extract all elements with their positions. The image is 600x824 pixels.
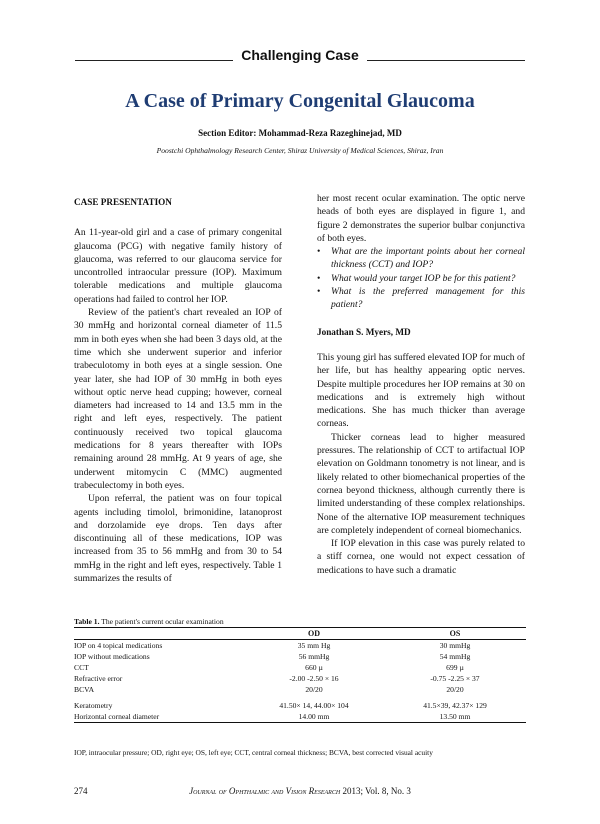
paragraph: If IOP elevation in this case was purely related to a stiff cornea, one would not expect cessation of medications to have such a dramatic — [317, 538, 525, 576]
spacer — [317, 312, 525, 326]
row-label: BCVA — [74, 685, 95, 695]
paragraph: Review of the patient's chart revealed an IOP of 30 mmHg and horizontal corneal diameter of 11.5 mm in both eyes when she had been 3 days old, at the time which she underwent superior and inferior trabeculotomy in both eyes at a single session. One year later, she had IOP of 30 mmHg in both eyes without optic nerve head cupping; however, corneal diameters had increased to 14 and 13.5 mm in the right and left eyes, respectively. The patient continuously received two topical glaucoma medications for 8 years thereafter with IOPs remaining around 28 mmHg. At 9 years of age, she underwent mitomycin C (MMC) augmented trabeculectomy in both eyes. — [74, 307, 282, 491]
table-row — [74, 685, 526, 696]
question-item: • What is the preferred management for this patient? — [317, 285, 525, 312]
table-footnote: IOP, intraocular pressure; OD, right eye; OS, left eye; CCT, central corneal thickness; BCVA, best corrected visual acuity — [74, 748, 433, 757]
questions-list — [317, 245, 525, 311]
table-row — [74, 651, 526, 662]
od-value: 14.00 mm — [244, 711, 384, 723]
os-value: 699 µ — [446, 662, 464, 672]
row-label: IOP without medications — [74, 651, 150, 661]
paragraph: Thicker corneas lead to higher measured pressures. The relationship of CCT to artifactual IOP elevation on Goldmann tonometry is not linear, and is likely related to other biomechanical properties of the cornea beyond thickness, although currently there is limited understanding of these complex relationships. None of the alternative IOP measurement techniques are completely independent of corneal biomechanics. — [317, 431, 525, 536]
row-label: CCT — [74, 662, 89, 672]
paragraph: This young girl has suffered elevated IOP for much of her life, but has healthy appearing optic nerves. Despite multiple procedures her IOP remains at 30 on medications and is extremely high without medications. She has much thicker than average corneas. — [317, 351, 525, 430]
table-row — [74, 700, 526, 711]
right-column — [317, 192, 525, 577]
os-value: 20/20 — [446, 685, 464, 695]
case-presentation-heading: CASE PRESENTATION — [74, 197, 172, 207]
journal-issue: 2013; Vol. 8, No. 3 — [340, 786, 411, 796]
od-value: 660 µ — [305, 662, 323, 672]
paragraph: her most recent ocular examination. The optic nerve heads of both eyes are displayed in figure 1, and figure 2 demonstrates the superior bulbar conjunctiva of both eyes. — [317, 193, 525, 244]
table-caption-label: Table 1. — [74, 617, 100, 626]
exam-table — [74, 627, 526, 723]
os-value: 41.5×39, 42.37× 129 — [423, 700, 487, 710]
section-label — [0, 47, 600, 65]
table-caption — [74, 617, 224, 626]
row-label: IOP on 4 topical medications — [74, 640, 163, 650]
os-value: 54 mmHg — [439, 651, 471, 661]
table-row — [74, 674, 526, 685]
od-value: 56 mmHg — [298, 651, 330, 661]
table-row — [74, 711, 526, 723]
section-editor: Section Editor: Mohammad-Reza Razeghinejad, MD — [198, 128, 402, 138]
article-title: A Case of Primary Congenital Glaucoma — [125, 90, 475, 112]
os-value: 13.50 mm — [384, 711, 526, 723]
question-item: • What would your target IOP be for this patient? — [317, 272, 525, 285]
section-label-text: Challenging Case — [233, 47, 366, 63]
left-column — [74, 196, 282, 585]
table-row — [74, 640, 526, 652]
paragraph: An 11-year-old girl and a case of primary congenital glaucoma (PCG) with negative family history of glaucoma, was referred to our glaucoma service for uncontrolled intraocular pressure (IOP). Maximum tolerable medications and multiple glaucoma operations had failed to control her IOP. — [74, 227, 282, 305]
affiliation: Poostchi Ophthalmology Research Center, Shiraz University of Medical Sciences, Shiraz, Iran — [156, 146, 444, 155]
table-header-os: OS — [384, 628, 526, 640]
row-label: Keratometry — [74, 700, 113, 710]
journal-citation — [0, 786, 600, 796]
table-header-row — [74, 628, 526, 640]
row-label: Horizontal corneal diameter — [74, 711, 244, 723]
od-value: 41.50× 14, 44.00× 104 — [279, 700, 349, 710]
od-value: 35 mm Hg — [297, 640, 331, 650]
journal-name: Journal of Ophthalmic and Vision Research — [189, 786, 341, 796]
row-label: Refractive error — [74, 674, 123, 684]
author-heading: Jonathan S. Myers, MD — [317, 326, 411, 337]
table-header-empty — [74, 628, 244, 640]
table-row — [74, 662, 526, 673]
table-caption-text: The patient's current ocular examination — [99, 617, 224, 626]
os-value: -0.75 -2.25 × 37 — [430, 674, 480, 684]
od-value: 20/20 — [305, 685, 323, 695]
question-item: • What are the important points about her corneal thickness (CCT) and IOP? — [317, 245, 525, 272]
page-number: 274 — [74, 786, 88, 796]
table-header-od: OD — [244, 628, 384, 640]
paragraph: Upon referral, the patient was on four topical agents including timolol, brimonidine, latanoprost and dorzolamide eye drops. Ten days after discontinuing all of these medications, IOP was increased from 35 to 56 mmHg and from 30 to 54 mmHg in the right and left eyes, respectively. Table 1 summarizes the results of — [74, 493, 282, 585]
od-value: -2.00 -2.50 × 16 — [289, 674, 339, 684]
os-value: 30 mmHg — [439, 640, 471, 650]
